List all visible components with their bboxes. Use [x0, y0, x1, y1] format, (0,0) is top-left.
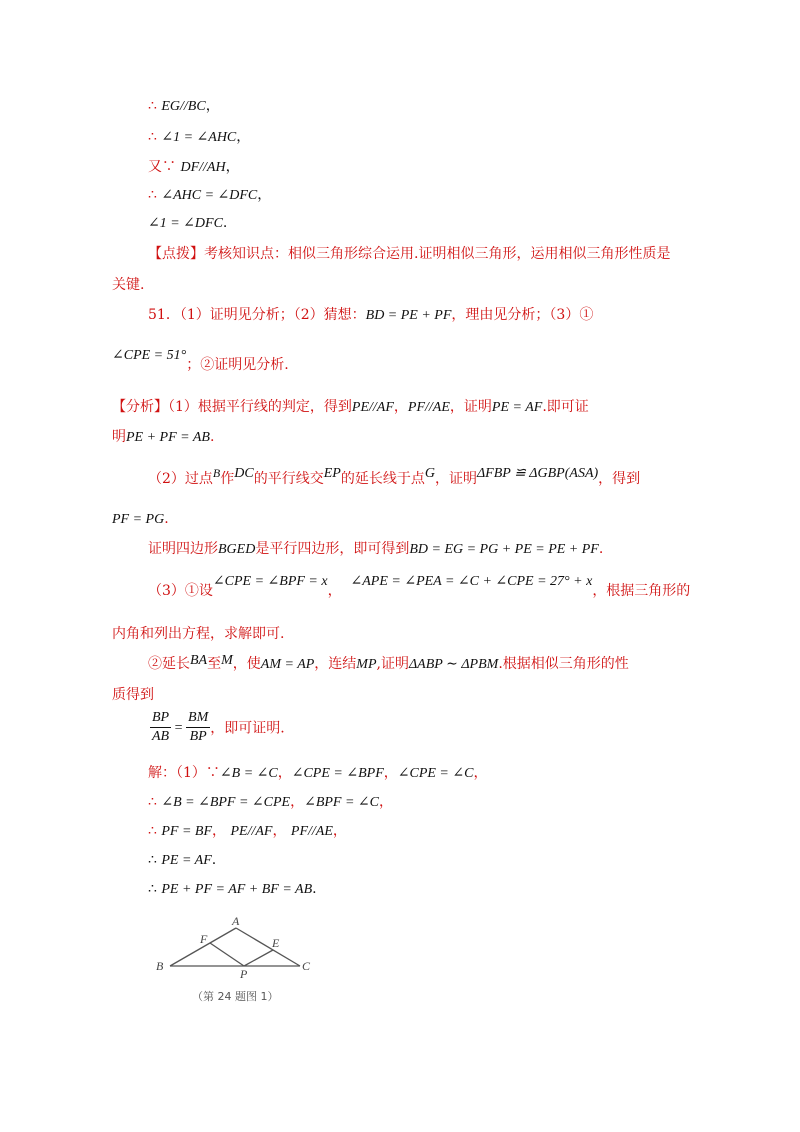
solution-line-5 [148, 880, 317, 899]
math-expression: BD = PE + PF [365, 308, 452, 323]
separator: ， [290, 794, 305, 810]
analysis-text: ，即可证明. [210, 720, 285, 737]
math-expression: ΔABP ∼ ΔPBM [408, 657, 499, 672]
math-expression: M [221, 653, 233, 668]
analysis-text: .即可证 [542, 399, 589, 415]
math-expression: ∠CPE = ∠C [397, 766, 474, 781]
analysis-text: （2）过点 [148, 471, 213, 487]
solution-line-2 [148, 793, 393, 812]
punctuation: ， [257, 187, 272, 203]
math-expression: PE + PF = AB [126, 430, 210, 445]
point-label-b: B [156, 959, 164, 973]
analysis-text: . [598, 541, 604, 557]
math-expression: ∠AHC = ∠DFC [161, 188, 258, 203]
analysis-text: 【分析】（1）根据平行线的判定，得到 [112, 399, 352, 415]
fraction-denominator: BP [189, 729, 207, 744]
because-symbol: 又∵ [148, 159, 181, 175]
analysis-text: ，根据三角形的 [592, 583, 691, 599]
answer-text: ；②证明见分析. [186, 357, 289, 373]
point-label-e: E [272, 936, 280, 950]
answer-51-line-2 [112, 346, 289, 373]
math-expression: ΔFBP ≌ ΔGBP(ASA) [476, 466, 599, 481]
math-expression: ∠1 = ∠DFC [148, 216, 223, 231]
math-expression: ∠BPF = ∠C [304, 795, 379, 810]
analysis-line-3 [148, 466, 641, 489]
separator: ， [272, 823, 291, 839]
analysis-line-4 [112, 510, 169, 529]
analysis-text: 明 [112, 429, 126, 445]
analysis-text: ,证明 [376, 656, 409, 672]
therefore-symbol: ∴ [148, 852, 162, 868]
punctuation: . [211, 852, 217, 868]
separator: ， [212, 823, 231, 839]
analysis-text: 的延长线于点 [340, 471, 425, 487]
fraction-bm-over-bp [186, 710, 210, 745]
math-expression: ∠B = ∠C [219, 766, 278, 781]
analysis-line-9: 质得到 [112, 687, 154, 703]
math-expression: ∠B = ∠BPF = ∠CPE [161, 795, 291, 810]
analysis-text: . [164, 511, 169, 527]
fraction-bp-over-ab [150, 710, 171, 745]
math-expression: DF//AH [180, 160, 226, 175]
math-expression: BD = EG = PG + PE = PE + PF [409, 542, 599, 557]
analysis-line-7: 内角和列出方程，求解即可. [112, 626, 285, 642]
solution-line-3 [148, 822, 347, 841]
analysis-text: ，得到 [598, 471, 641, 487]
math-expression: PF = BF [161, 824, 213, 839]
therefore-symbol: ∴ [148, 98, 162, 114]
therefore-symbol: ∴ [148, 129, 162, 145]
math-expression: MP [356, 657, 377, 672]
math-expression: PE = AF [161, 853, 212, 868]
math-expression: ∠CPE = 51° [112, 348, 187, 363]
analysis-line-5 [148, 540, 603, 559]
therefore-symbol: ∴ [148, 881, 162, 897]
math-expression: PF//AE [290, 824, 333, 839]
analysis-text: ，证明 [434, 471, 477, 487]
math-expression: PF//AE [407, 400, 450, 415]
math-expression: AM = AP [260, 657, 315, 672]
math-expression: PF = PG [112, 512, 165, 527]
proof-line-5 [148, 214, 227, 233]
answer-text: ，理由见分析；（3）① [451, 307, 594, 323]
answer-text: 51．（1）证明见分析；（2）猜想： [148, 307, 366, 323]
proof-line-1 [148, 97, 220, 116]
math-expression: PE//AF [351, 400, 394, 415]
math-expression: PE = AF [491, 400, 543, 415]
fraction-numerator: BM [186, 710, 210, 728]
segment-ac [236, 928, 300, 966]
point-label-p: P [240, 967, 248, 981]
analysis-text: ②延长 [148, 656, 190, 672]
analysis-text: ，使 [232, 656, 261, 672]
math-expression: PE//AF [230, 824, 273, 839]
punctuation: ， [236, 129, 251, 145]
analysis-text: ，连结 [314, 656, 357, 672]
point-label-f: F [200, 932, 208, 946]
math-expression: DC [234, 466, 254, 481]
figure-caption: （第 24 题图 1） [192, 990, 279, 1003]
therefore-symbol: ∴ [148, 823, 162, 839]
analysis-text: 证明四边形 [148, 541, 218, 557]
math-expression: B [212, 466, 221, 480]
point-label-a: A [232, 916, 240, 928]
solution-text: 解：（1）∵ [148, 765, 220, 781]
analysis-line-1 [112, 398, 589, 417]
equals-sign: = [171, 720, 187, 736]
analysis-text: 的平行线交 [253, 471, 324, 487]
separator: ， [379, 794, 393, 810]
proof-line-4 [148, 186, 271, 205]
analysis-text: （3）①设 [148, 583, 213, 599]
analysis-text: .根据相似三角形的性 [498, 656, 629, 672]
analysis-text: . [209, 429, 215, 445]
math-expression: BGED [218, 542, 256, 557]
analysis-line-8 [148, 655, 629, 674]
math-expression: ∠CPE = ∠BPF [291, 766, 384, 781]
answer-51-line-1 [148, 306, 593, 325]
analysis-fraction-line [150, 710, 285, 745]
solution-line-4 [148, 851, 216, 870]
separator: ， [327, 583, 351, 599]
math-expression: PE + PF = AF + BF = AB [161, 882, 313, 897]
math-expression: ∠CPE = ∠BPF = x [212, 574, 328, 589]
punctuation: . [312, 881, 317, 897]
separator: ， [332, 823, 347, 839]
proof-line-2 [148, 128, 250, 147]
hint-paragraph-line-2: 关键. [112, 277, 145, 293]
separator: ， [393, 399, 408, 415]
math-expression: G [424, 466, 435, 481]
analysis-text: 作 [220, 471, 235, 487]
separator: ， [473, 765, 488, 781]
analysis-text: 至 [207, 656, 222, 672]
fraction-denominator: AB [152, 729, 170, 744]
math-expression: EG//BC [161, 99, 206, 114]
punctuation: ， [205, 98, 220, 114]
analysis-text: ，证明 [449, 399, 492, 415]
analysis-line-6 [148, 574, 691, 601]
math-expression: ∠APE = ∠PEA = ∠C + ∠CPE = 27° + x [350, 574, 593, 589]
therefore-symbol: ∴ [148, 794, 162, 810]
therefore-symbol: ∴ [148, 187, 162, 203]
separator: ， [277, 765, 292, 781]
analysis-line-2 [112, 428, 214, 447]
punctuation: ， [225, 159, 240, 175]
fraction-numerator: BP [150, 710, 171, 728]
hint-paragraph-line-1: 【点拨】考核知识点：相似三角形综合运用.证明相似三角形，运用相似三角形性质是 [148, 246, 671, 262]
segment-fp [210, 943, 244, 966]
point-label-c: C [302, 959, 311, 973]
math-expression: ∠1 = ∠AHC [161, 130, 237, 145]
math-expression: EP [323, 466, 341, 481]
math-expression: BA [190, 653, 208, 668]
separator: ， [383, 765, 398, 781]
punctuation: . [222, 215, 228, 231]
solution-line-1 [148, 764, 487, 783]
segment-pe [244, 950, 273, 966]
proof-line-3 [148, 158, 240, 177]
analysis-text: 是平行四边形，即可得到 [255, 541, 410, 557]
